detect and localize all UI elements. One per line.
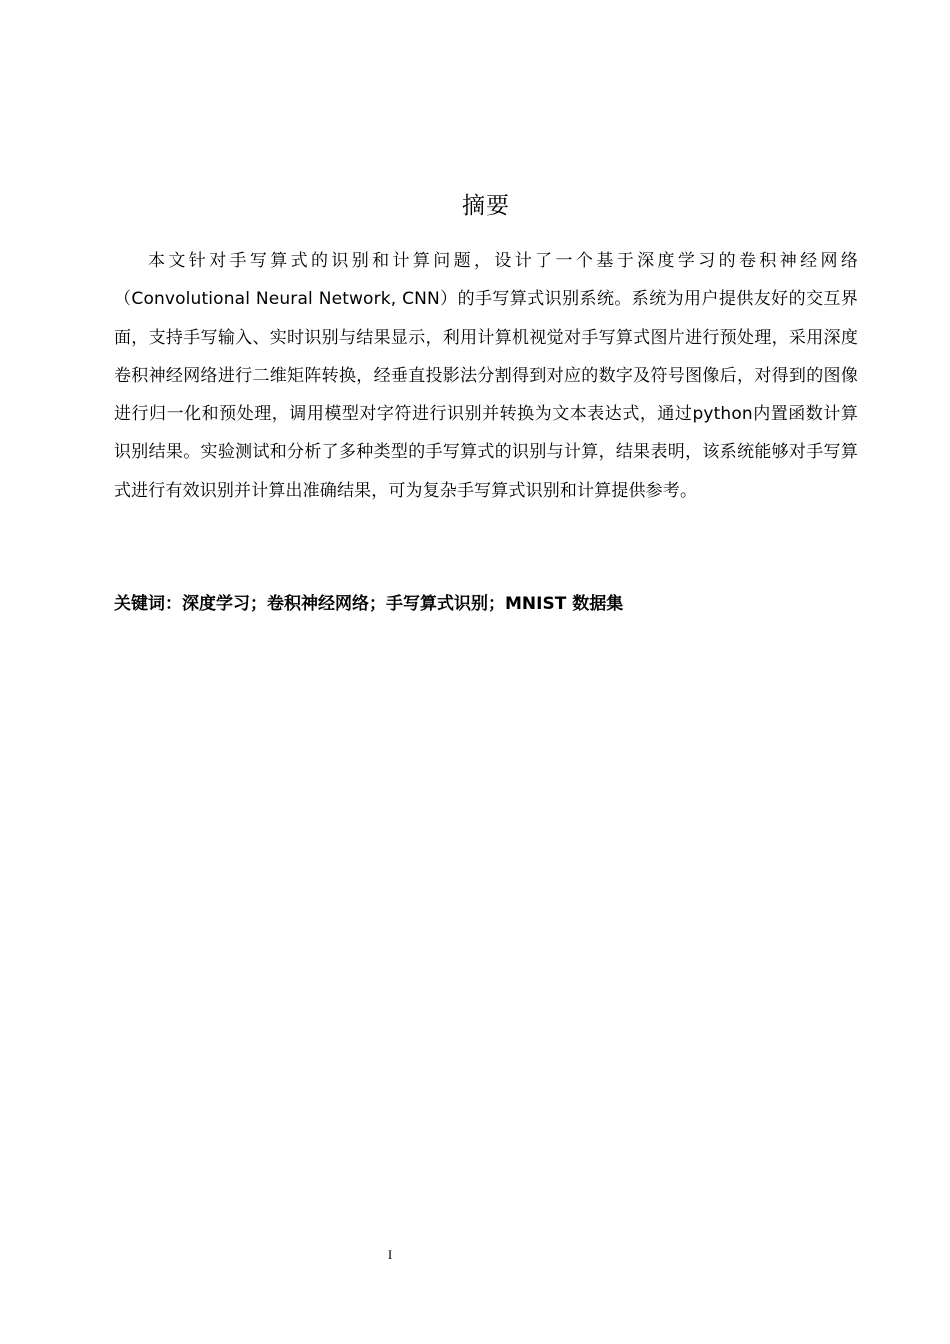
keywords-line — [114, 590, 858, 618]
abstract-title: 摘要 — [462, 193, 510, 220]
page-number: I — [387, 1247, 393, 1262]
keywords-text: 深度学习；卷积神经网络；手写算式识别；MNIST 数据集 — [182, 594, 624, 614]
abstract-body: 本文针对手写算式的识别和计算问题，设计了一个基于深度学习的卷积神经网络（Convolutional Neural Network, CNN）的手写算式识别系统。系统为用户提供友好的交互界面，支持手写输入、实时识别与结果显示，利用计算机视觉对手写算式图片进行预处理，采用深度卷积神经网络进行二维矩阵转换，经垂直投影法分割得到对应的数字及符号图像后，对得到的图像进行归一化和预处理，调用模型对字符进行识别并转换为文本表达式，通过python内置函数计算识别结果。实验测试和分析了多种类型的手写算式的识别与计算，结果表明，该系统能够对手写算式进行有效识别并计算出准确结果，可为复杂手写算式识别和计算提供参考。 — [114, 251, 858, 501]
keywords-label: 关键词： — [114, 594, 182, 614]
